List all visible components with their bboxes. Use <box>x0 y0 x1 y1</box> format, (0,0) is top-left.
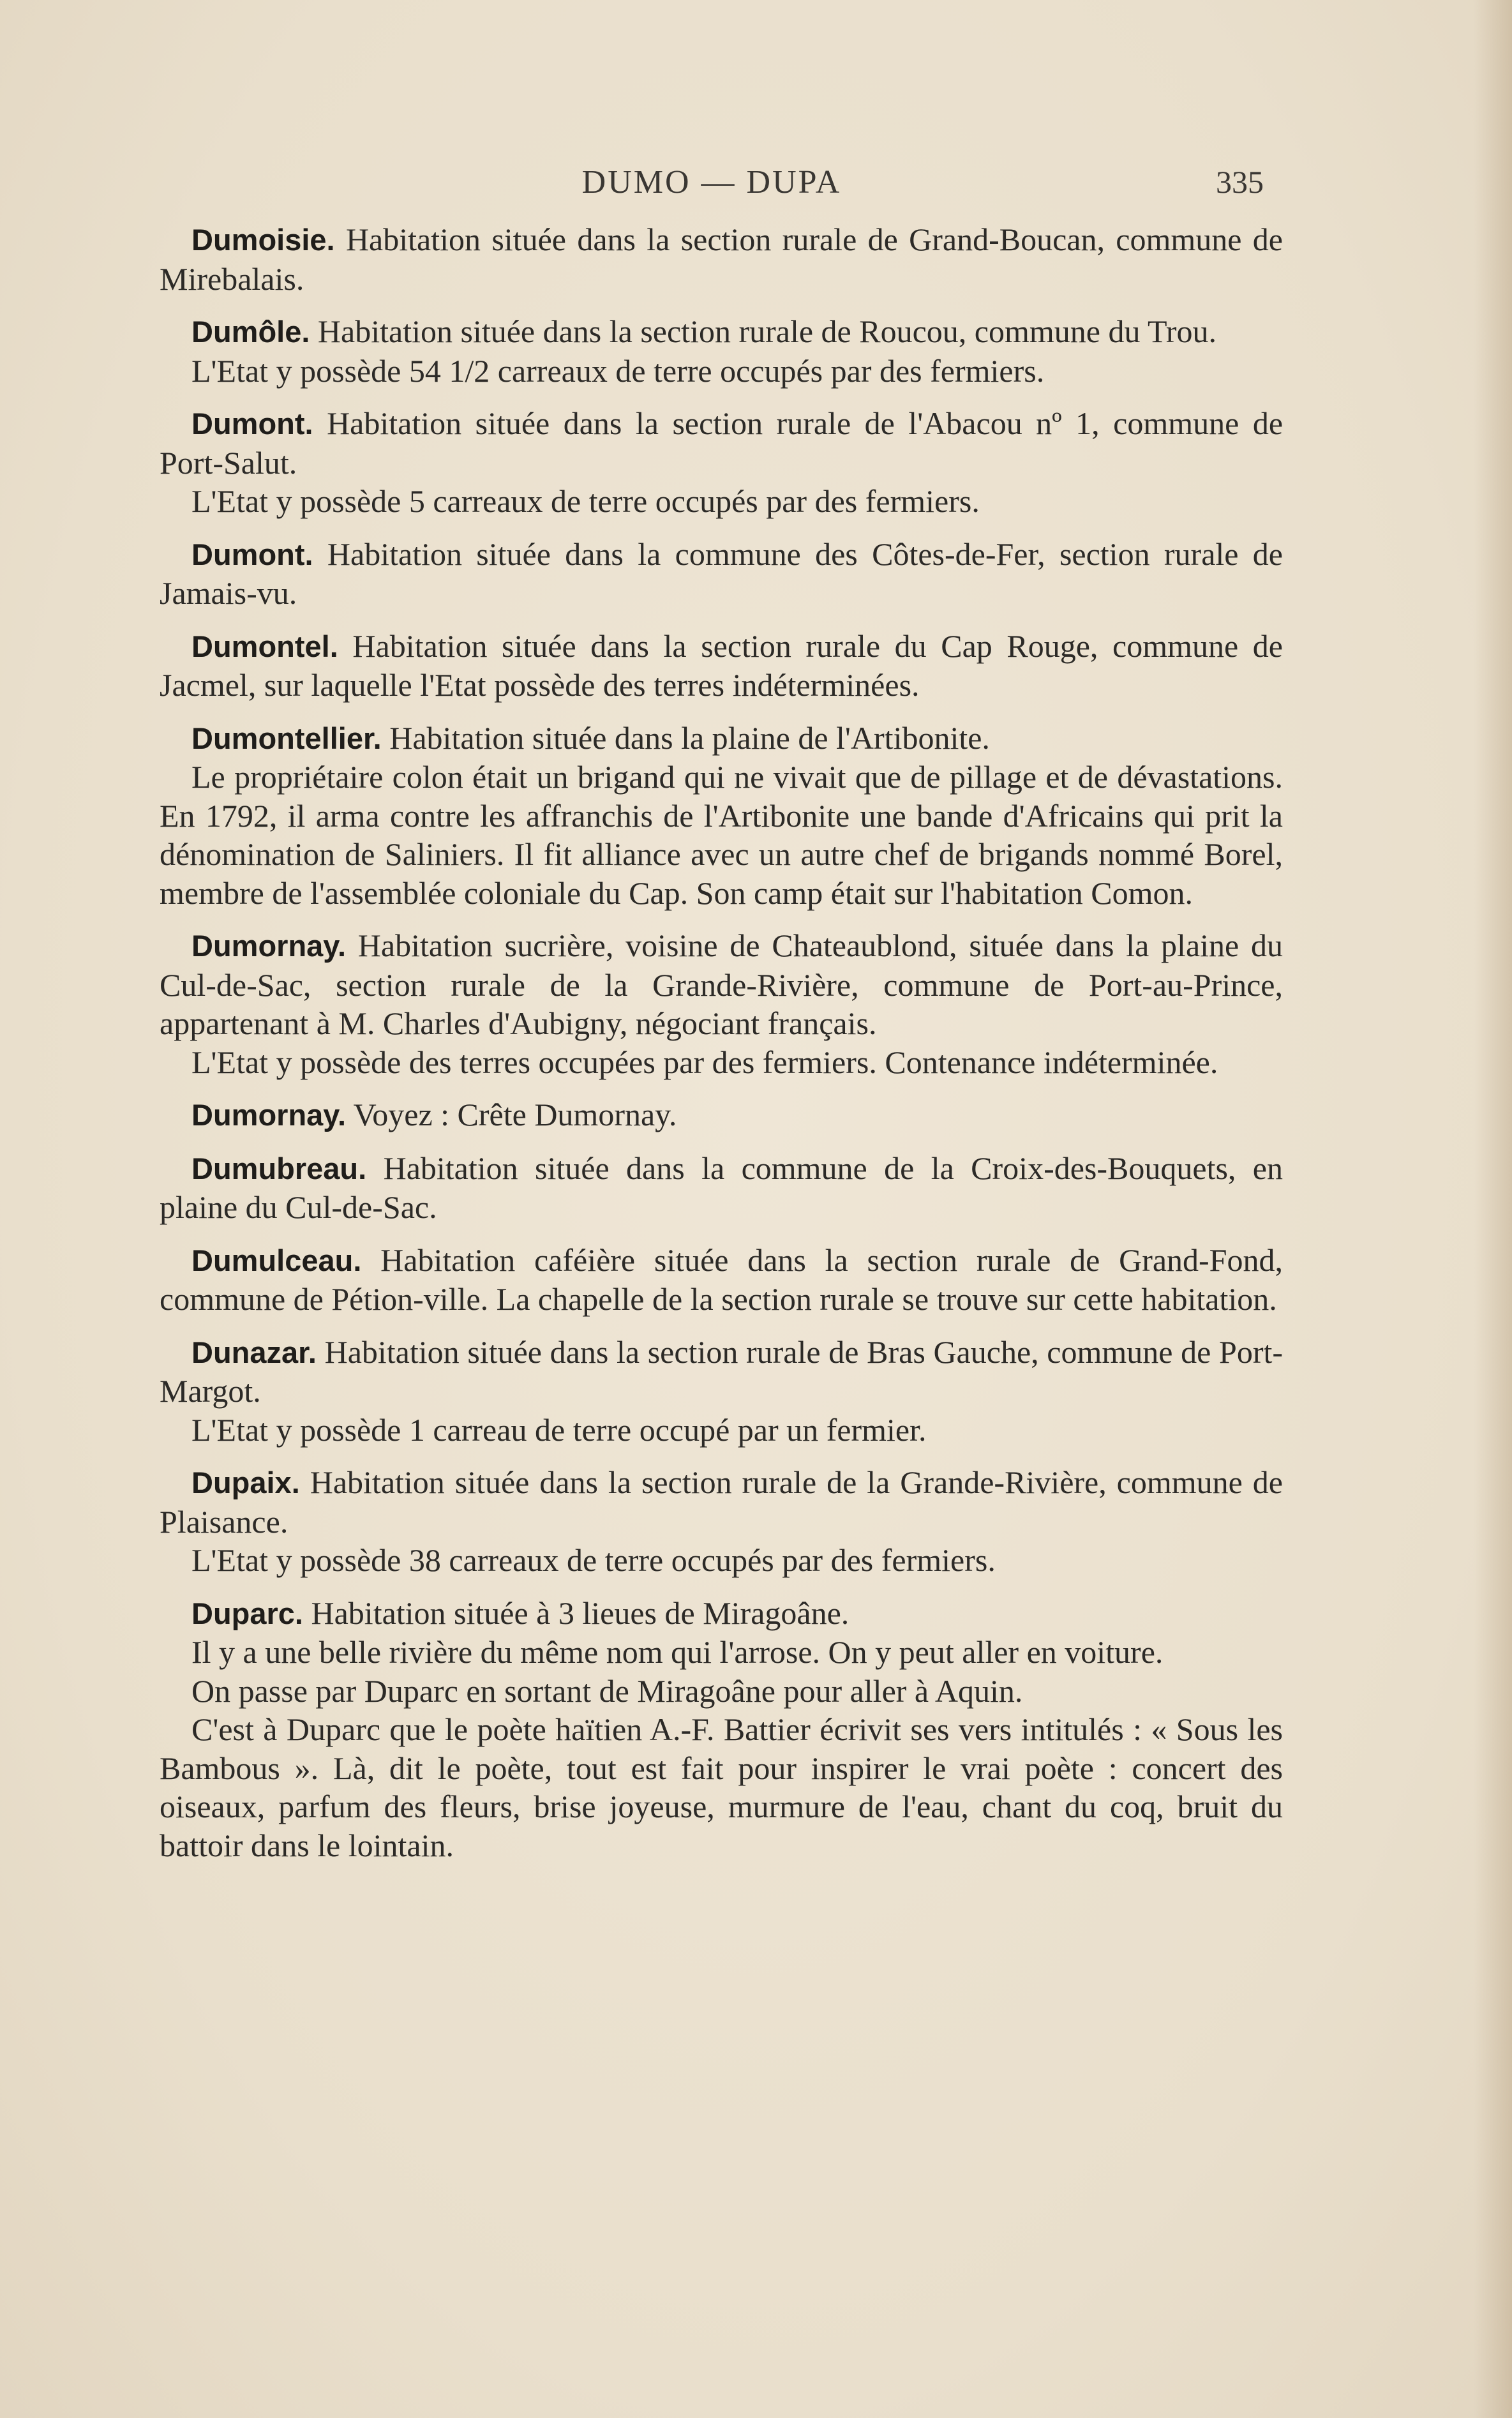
entry-text: Habitation située dans la commune des Côtes-de-Fer, section rurale de Jamais-vu. <box>160 536 1283 611</box>
entry-headword: Dumontel. <box>191 629 338 663</box>
page-number: 335 <box>1216 164 1264 200</box>
entry-paragraph: C'est à Duparc que le poète haïtien A.-F. Battier écrivit ses vers intitulés : « Sous les Bambous ». Là, dit le poète, tout est fait pour inspirer le vrai poète : concert des oiseaux, parfum des fleurs, brise joyeuse, murmure de l'eau, chant du coq, bruit du battoir dans le lointain. <box>160 1711 1283 1863</box>
entry-headword: Dumontellier. <box>191 721 382 755</box>
entry-text: Habitation située dans la section rurale de Bras Gauche, commune de Port-Margot. <box>160 1333 1284 1409</box>
entry-dupaix <box>160 1463 1283 1580</box>
entry-paragraph: L'Etat y possède 5 carreaux de terre occupés par des fermiers. <box>191 483 980 519</box>
dictionary-entries <box>160 220 1283 1879</box>
entry-paragraph: L'Etat y possède 38 carreaux de terre occupés par des fermiers. <box>191 1542 996 1578</box>
entry-headword: Dumulceau. <box>191 1243 362 1277</box>
entry-paragraph: L'Etat y possède des terres occupées par des fermiers. Contenance indéterminée. <box>191 1044 1218 1080</box>
entry-headword: Dumornay. <box>191 929 346 963</box>
entry-dumulceau <box>160 1241 1283 1319</box>
running-head: DUMO — DUPA <box>581 164 842 200</box>
entry-paragraph: Il y a une belle rivière du même nom qui l'arrose. On y peut aller en voiture. <box>191 1634 1164 1670</box>
entry-text: Habitation située dans la section rurale de Grand-Boucan, commune de Mirebalais. <box>160 222 1284 297</box>
entry-duparc <box>160 1594 1283 1865</box>
entry-text: Voyez : Crête Dumornay. <box>353 1097 677 1132</box>
entry-text: Habitation située dans la section rurale de Roucou, commune du Trou. <box>317 313 1216 349</box>
entry-dumontellier <box>160 719 1283 913</box>
entry-dumoisie <box>160 220 1283 298</box>
entry-dumubreau <box>160 1149 1283 1227</box>
entry-headword: Dupaix. <box>191 1466 300 1499</box>
entry-headword: Dumont. <box>191 537 313 571</box>
entry-text: Habitation caféière située dans la section rurale de Grand-Fond, commune de Pétion-ville. La chapelle de la section rurale se trouve sur cette habitation. <box>160 1242 1283 1317</box>
entry-paragraph: Le propriétaire colon était un brigand qui ne vivait que de pillage et de dévastations. En 1792, il arma contre les affranchis de l'Artibonite une bande d'Africains qui prit la dénomination de Saliniers. Il fit alliance avec un autre chef de brigands nommé Borel, membre de l'assemblée coloniale du Cap. Son camp était sur l'habitation Comon. <box>160 759 1283 911</box>
entry-paragraph: L'Etat y possède 54 1/2 carreaux de terre occupés par des fermiers. <box>191 352 1045 389</box>
page-header <box>160 163 1264 208</box>
entry-dunazar <box>160 1333 1283 1450</box>
entry-headword: Dumont. <box>191 407 313 440</box>
entry-dumornay-2 <box>160 1095 1283 1135</box>
entry-dumole <box>160 312 1283 390</box>
entry-headword: Dumubreau. <box>191 1151 367 1185</box>
entry-dumornay-1 <box>160 926 1283 1081</box>
entry-headword: Dumornay. <box>191 1098 346 1132</box>
entry-paragraph: L'Etat y possède 1 carreau de terre occupé par un fermier. <box>191 1411 927 1448</box>
entry-text: Habitation située dans la section rurale de l'Abacou nº 1, commune de Port-Salut. <box>160 405 1284 481</box>
entry-dumont-1 <box>160 404 1283 521</box>
entry-text: Habitation située dans la plaine de l'Artibonite. <box>389 719 990 756</box>
entry-text: Habitation située dans la section rurale de la Grande-Rivière, commune de Plaisance. <box>160 1464 1284 1540</box>
entry-headword: Dunazar. <box>191 1335 317 1369</box>
page-edge-shadow <box>1474 0 1512 2418</box>
entry-dumontel <box>160 627 1283 705</box>
entry-text: Habitation située dans la commune de la Croix-des-Bouquets, en plaine du Cul-de-Sac. <box>160 1150 1283 1225</box>
entry-text: Habitation sucrière, voisine de Chateaublond, située dans la plaine du Cul-de-Sac, section rurale de la Grande-Rivière, commune de Port-au-Prince, appartenant à M. Charles d'Aubigny, négociant français. <box>160 927 1284 1041</box>
entry-text: Habitation située dans la section rurale du Cap Rouge, commune de Jacmel, sur laquelle l'Etat possède des terres indéterminées. <box>160 627 1283 703</box>
entry-dumont-2 <box>160 535 1283 613</box>
entry-headword: Dumoisie. <box>191 223 335 257</box>
entry-text: Habitation située à 3 lieues de Miragoâne. <box>311 1595 850 1631</box>
entry-headword: Duparc. <box>191 1596 303 1630</box>
entry-headword: Dumôle. <box>191 315 310 349</box>
entry-paragraph: On passe par Duparc en sortant de Miragoâne pour aller à Aquin. <box>191 1672 1023 1709</box>
